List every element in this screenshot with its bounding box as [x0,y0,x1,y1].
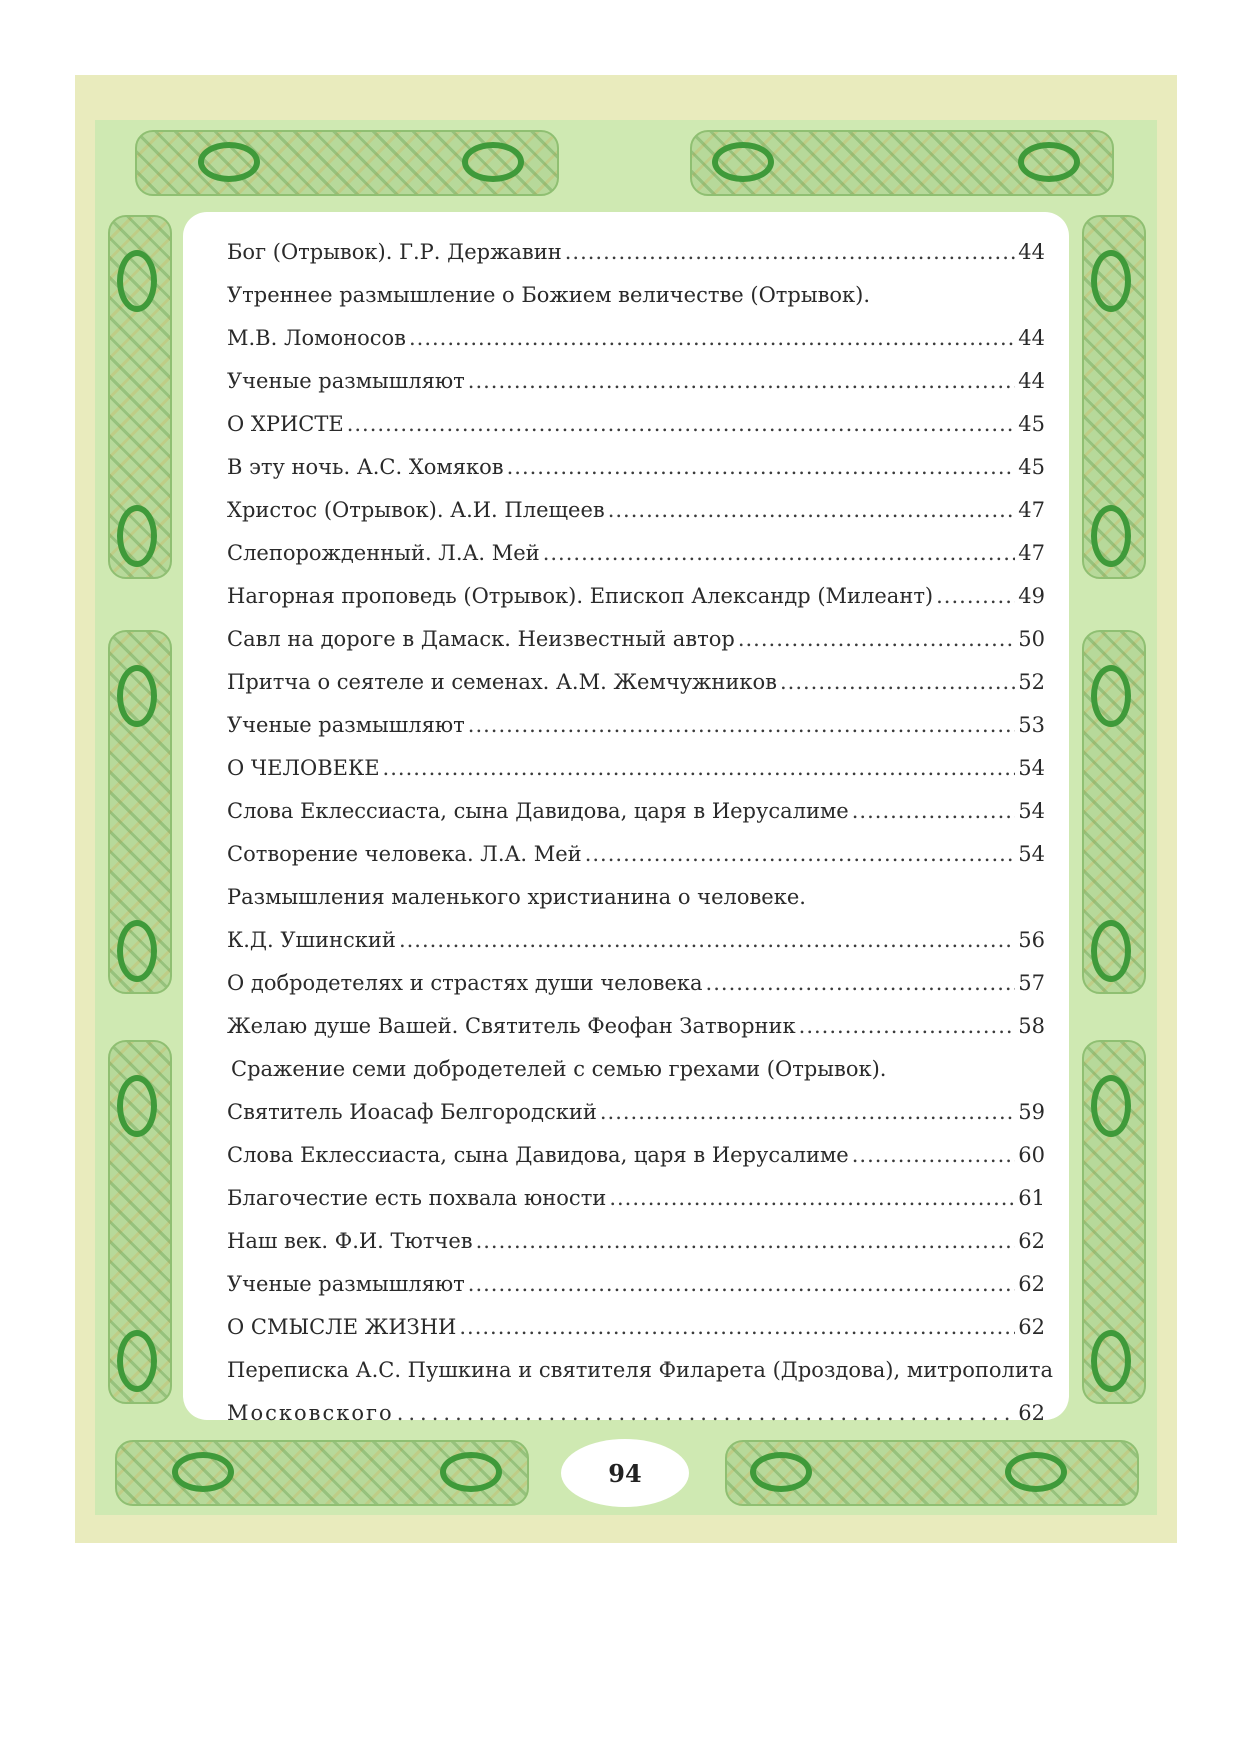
ring-ornament-icon [117,920,157,982]
toc-page-number: 61 [1018,1186,1045,1210]
dot-leader [799,1011,1016,1041]
dot-leader [347,409,1016,439]
toc-page-number: 44 [1018,326,1045,350]
toc-page-number: 49 [1018,584,1045,608]
page-number: 94 [561,1439,689,1507]
ring-ornament-icon [462,142,524,182]
toc-entry-title: Христос (Отрывок). А.И. Плещеев [227,498,605,522]
toc-page-number: 62 [1018,1272,1045,1296]
dot-leader [780,667,1015,697]
toc-entry-title: Наш век. Ф.И. Тютчев [227,1229,473,1253]
toc-entry-title-line: Переписка А.С. Пушкина и святителя Филарета (Дроздова), митрополита [227,1358,1054,1382]
toc-section-title: О СМЫСЛЕ ЖИЗНИ [227,1315,457,1339]
toc-page-number: 53 [1018,713,1045,737]
toc-entry-title: Ученые размышляют [227,713,465,737]
toc-entry-title-line: Сражение семи добродетелей с семью грехами (Отрывок). [231,1057,887,1081]
toc-entry [227,280,1045,353]
ring-ornament-icon [1005,1452,1067,1492]
ring-ornament-icon [1091,1330,1131,1392]
toc-entry [227,839,1045,869]
toc-entry-title: Савл на дороге в Дамаск. Неизвестный автор [227,627,735,651]
toc-section-title: О ХРИСТЕ [227,412,344,436]
toc-entry [227,710,1045,740]
dot-leader [852,796,1016,826]
toc-entry-title-line: Утреннее размышление о Божием величестве (Отрывок). [227,283,871,307]
ring-ornament-icon [1091,665,1131,727]
dot-leader [852,1140,1016,1170]
toc-entry [227,1140,1045,1170]
toc-page-number: 58 [1018,1014,1045,1038]
table-of-contents [227,237,1054,1428]
toc-entry [227,1355,1054,1428]
toc-entry [227,452,1045,482]
toc-page-number: 45 [1018,412,1045,436]
toc-entry-title: Слепорожденный. Л.А. Мей [227,541,540,565]
toc-page-number: 52 [1018,670,1045,694]
dot-leader [585,839,1016,869]
ring-ornament-icon [712,142,774,182]
dot-leader [565,237,1016,267]
toc-panel [183,212,1069,1425]
dot-leader [936,581,1015,611]
ring-ornament-icon [117,505,157,567]
toc-entry [227,882,1045,955]
toc-entry-title: О добродетелях и страстях души человека [227,971,703,995]
toc-entry-title-line: Размышления маленького христианина о человеке. [227,885,806,909]
toc-entry [227,495,1045,525]
dot-leader [468,366,1015,396]
toc-page-number: 62 [1018,1401,1045,1425]
ring-ornament-icon [1018,142,1080,182]
toc-entry-title: Ученые размышляют [227,369,465,393]
ring-ornament-icon [117,250,157,312]
dot-leader [397,1398,1016,1428]
toc-entry-title: Желаю душе Вашей. Святитель Феофан Затворник [227,1014,796,1038]
toc-page-number: 62 [1018,1229,1045,1253]
toc-section-heading [227,409,1045,439]
toc-page-number: 62 [1018,1315,1045,1339]
toc-entry-title: Бог (Отрывок). Г.Р. Державин [227,240,562,264]
toc-entry [227,1269,1045,1299]
ring-ornament-icon [1091,920,1131,982]
toc-page-number: 54 [1018,756,1045,780]
dot-leader [543,538,1016,568]
ring-ornament-icon [750,1452,812,1492]
toc-section-heading [227,753,1045,783]
ring-ornament-icon [117,665,157,727]
dot-leader [383,753,1016,783]
toc-entry [227,581,1045,611]
dot-leader [609,1183,1015,1213]
dot-leader [608,495,1016,525]
toc-entry [227,667,1045,697]
toc-entry [227,538,1045,568]
toc-page-number: 50 [1018,627,1045,651]
toc-entry-title: Ученые размышляют [227,1272,465,1296]
toc-entry [227,1183,1045,1213]
toc-entry-author: К.Д. Ушинский [227,928,396,952]
toc-entry [227,968,1045,998]
dot-leader [399,925,1015,955]
toc-entry-title: Благочестие есть похвала юности [227,1186,607,1210]
toc-entry-title: В эту ночь. А.С. Хомяков [227,455,504,479]
toc-section-heading [227,1312,1045,1342]
toc-entry [227,366,1045,396]
toc-page-number: 59 [1018,1100,1045,1124]
toc-page-number: 44 [1018,369,1045,393]
dot-leader [459,1312,1015,1342]
toc-entry [227,1226,1045,1256]
toc-entry-title: Притча о сеятеле и семенах. А.М. Жемчужников [227,670,777,694]
toc-entry-author: Святитель Иоасаф Белгородский [227,1100,597,1124]
toc-entry-title: Слова Еклессиаста, сына Давидова, царя в Иерусалиме [227,1143,849,1167]
toc-entry [227,1011,1045,1041]
toc-entry-title: Сотворение человека. Л.А. Мей [227,842,582,866]
toc-page-number: 44 [1018,240,1045,264]
toc-page-number: 54 [1018,842,1045,866]
toc-page-number: 60 [1018,1143,1045,1167]
toc-section-title: О ЧЕЛОВЕКЕ [227,756,380,780]
dot-leader [738,624,1015,654]
ring-ornament-icon [117,1075,157,1137]
dot-leader [409,323,1015,353]
ring-ornament-icon [198,142,260,182]
toc-entry-author: Московского [227,1401,394,1425]
ring-ornament-icon [1091,505,1131,567]
toc-entry [227,624,1045,654]
toc-entry [227,796,1045,826]
toc-page-number: 54 [1018,799,1045,823]
toc-entry-title: Слова Еклессиаста, сына Давидова, царя в Иерусалиме [227,799,849,823]
dot-leader [476,1226,1016,1256]
ring-ornament-icon [1091,1075,1131,1137]
ring-ornament-icon [172,1452,234,1492]
dot-leader [468,710,1015,740]
dot-leader [706,968,1016,998]
toc-page-number: 47 [1018,541,1045,565]
toc-page-number: 47 [1018,498,1045,522]
toc-entry [227,237,1045,267]
toc-page-number: 45 [1018,455,1045,479]
dot-leader [600,1097,1015,1127]
toc-entry-author: М.В. Ломоносов [227,326,406,350]
ring-ornament-icon [117,1330,157,1392]
dot-leader [507,452,1016,482]
ring-ornament-icon [1091,250,1131,312]
ring-ornament-icon [440,1452,502,1492]
toc-page-number: 57 [1018,971,1045,995]
toc-entry-title: Нагорная проповедь (Отрывок). Епископ Александр (Милеант) [227,584,934,608]
toc-page-number: 56 [1018,928,1045,952]
dot-leader [468,1269,1015,1299]
toc-entry [227,1054,1045,1127]
